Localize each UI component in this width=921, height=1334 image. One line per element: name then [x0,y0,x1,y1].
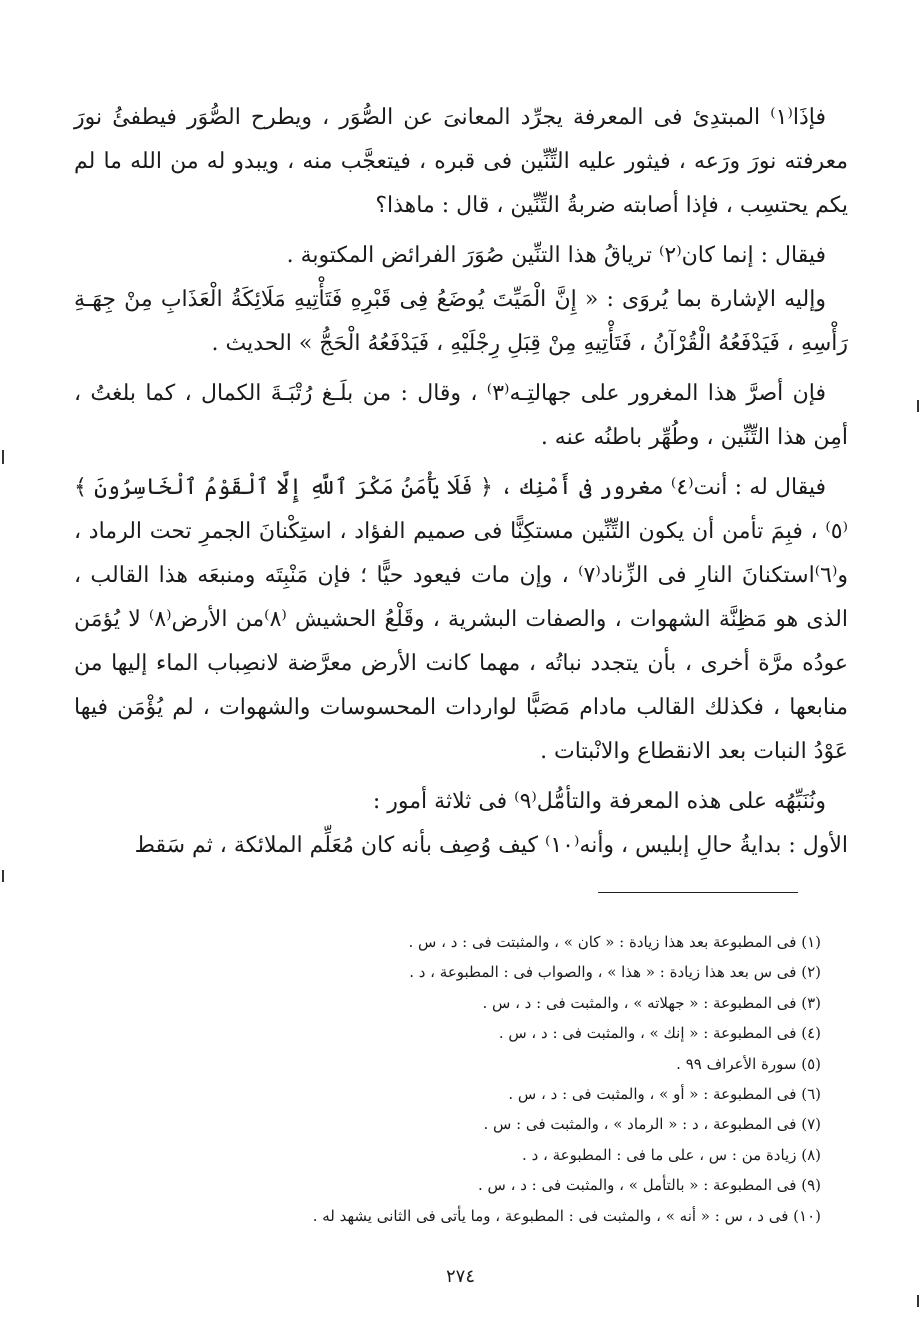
page-number: ٢٧٤ [445,1266,475,1287]
footnote-3: (٣) فى المطبوعة : « جهلاته » ، والمثبت فى : د ، س . [482,993,821,1012]
scan-margin-mark [917,1295,919,1307]
paragraph-4: فإن أصرَّ هذا المغرور على جهالتِـه⁽٣⁾ ، وقال : من بلَـغ رُتْبَـةَ الكمال ، كما بلغتُ ، أمِن هذا التِّنِّين ، وطُهِّر باطنُه عنه . [74,381,848,450]
footnote-7: (٧) فى المطبوعة ، د : « الرماد » ، والمثبت فى : س . [483,1115,821,1134]
footnote-9: (٩) فى المطبوعة : « بالتأمل » ، والمثبت فى : د ، س . [478,1176,821,1195]
footnote-2: (٢) فى س بعد هذا زيادة : « هذا » ، والصواب فى : المطبوعة ، د . [409,963,821,982]
paragraph-3: وإليه الإشارة بما يُروَى : « إِنَّ الْمَيِّتَ يُوضَعُ فِى قَبْرِهِ فَتَأْتِيهِ مَلَائِكَةُ الْعَذَابِ مِنْ جِهَـةِ رَأْسِهِ ، فَيَدْفَعُهُ الْقُرْآنُ ، فَتَأْتِيهِ مِنْ قِبَلِ رِجْلَيْهِ ، فَيَدْفَعُهُ الْحَجُّ » الحديث . [74,287,848,356]
scan-margin-mark [917,400,919,412]
main-text-block [74,96,848,868]
footnote-6: (٦) فى المطبوعة : « أو » ، والمثبت فى : د ، س . [508,1085,821,1104]
footnote-10: (١٠) فى د ، س : « أنه » ، والمثبت فى : المطبوعة ، وما يأتى فى الثانى يشهد له . [312,1206,821,1225]
scan-margin-mark [2,870,4,882]
footnotes-block [121,927,821,1231]
paragraph-1: فإذَا⁽١⁾ المبتدِئ فى المعرفة يجرِّد المعانىَ عن الصُّوَر ، ويطرح الصُّوَر فيطفئُ نورَ معرفته نورَ ورَعه ، فيثور عليه التِّنِّين فى قبره ، فيتعجَّب منه ، ويبدو له من الله ما لم يكم يحتسِب ، فإذا أصابته ضربةُ التِّنِّين ، قال : ماهذا؟ [74,105,848,218]
footnote-1: (١) فى المطبوعة بعد هذا زيادة : « كان » ، والمثبتت فى : د ، س . [408,933,821,951]
footnote-8: (٨) زيادة من : س ، على ما فى : المطبوعة ، د . [522,1145,821,1164]
footnote-4: (٤) فى المطبوعة : « إنك » ، والمثبت فى : د ، س . [498,1024,821,1043]
footnote-5: (٥) سورة الأعراف ٩٩ . [676,1054,821,1073]
paragraph-7: الأول : بدايةُ حالِ إبليس ، وأنه⁽١٠⁾ كيف وُصِف بأنه كان مُعَلِّم الملائكة ، ثم سَقط [134,833,848,858]
paragraph-6: ونُنَبِّهُه على هذه المعرفة والتأمُّل⁽٩⁾ فى ثلاثة أمور : [372,789,826,814]
paragraph-2: فيقال : إنما كان⁽٢⁾ ترياقُ هذا التنِّين صُوَرَ الفرائض المكتوبة . [286,243,826,268]
scan-margin-mark [2,450,4,464]
paragraph-5: فيقال له : أنت⁽٤⁾ مغرور فى أَمْنِك ، ﴿ فَلَا يَأْمَنُ مَكْرَ ٱللَّهِ إِلَّا ٱلْقَوْمُ ٱلْخَاسِرُونَ ﴾⁽٥⁾ ، فبِمَ تأمن أن يكون التِّنِّين مستكِنًّا فى صميم الفؤاد ، استِكْنانَ الجمرِ تحت الرماد ، و⁽٦⁾استكنانَ النارِ فى الزِّناد⁽٧⁾ ، وإن مات فيعود حيًّا ؛ فإن مَنْبِتَه ومنبعَه هذا القالب ، الذى هو مَظِنَّة الشهوات ، والصفات البشرية ، وقَلْعُ الحشيش ⁽٨⁾من الأرض⁽٨⁾ لا يُؤمَن عودُه مرَّة أخرى ، بأن يتجدد نباتُه ، مهما كانت الأرض معرَّضة لانصِباب الماء إليها من منابعها ، فكذلك القالب مادام مَصَبًّا لواردات المحسوسات والشهوات ، لم يُؤْمَن فيها عَوْدُ النبات بعد الانقطاع والانْبتات . [74,475,848,764]
footnote-separator [598,892,798,893]
